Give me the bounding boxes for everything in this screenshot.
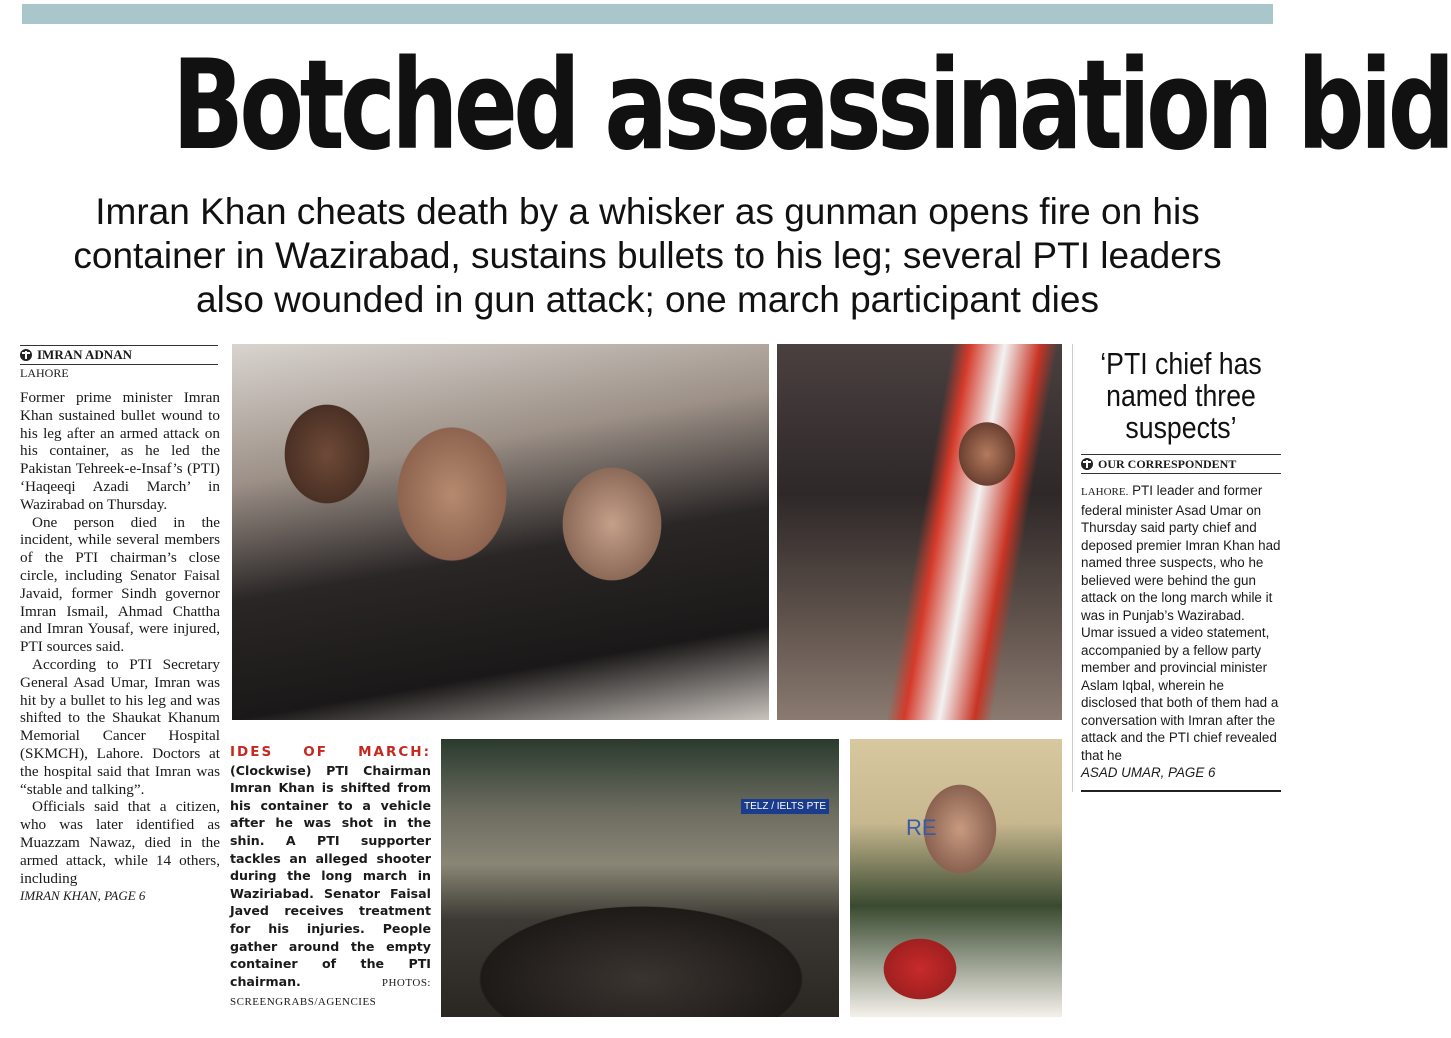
main-story-body [20, 389, 220, 905]
deck-line: container in Wazirabad, sustains bullets to his leg; several PTI leaders [73, 235, 1222, 276]
deck [22, 190, 1273, 322]
story-paragraph: Former prime minister Imran Khan sustained bullet wound to his leg after an armed attack on his container, as he led the Pakistan Tehreek-e-Insaf’s (PTI) ‘Haqeeqi Azadi March’ in Wazirabad on Thursday. [20, 389, 220, 513]
deck-line: also wounded in gun attack; one march participant dies [196, 279, 1099, 320]
photo-crowd-container [441, 739, 839, 1017]
sidebar-bottom-rule [1081, 790, 1281, 792]
dateline: LAHORE [20, 366, 69, 380]
photo-shooter-tackled [777, 344, 1062, 720]
story-paragraph: According to PTI Secretary General Asad Umar, Imran was hit by a bullet to his leg and was shifted to the Shaukat Khanum Memorial Cancer Hospital (SKMCH), Lahore. Doctors at the hospital said that Imran was “stable and talking”. [20, 655, 220, 798]
sidebar-author: OUR CORRESPONDENT [1098, 457, 1237, 471]
deck-line: Imran Khan cheats death by a whisker as gunman opens fire on his [95, 191, 1200, 232]
photo-sign-text: TELZ / IELTS PTE [741, 799, 829, 814]
photo-senator-injured [850, 739, 1062, 1017]
caption-credit: PHOTOS: SCREENGRABS/AGENCIES [230, 976, 431, 1009]
sidebar-headline: ‘PTI chief has named three suspects’ [1100, 346, 1262, 445]
story-paragraph: Officials said that a citizen, who was later identified as Muazzam Nawaz, died in the armed attack, while 14 others, including [20, 798, 220, 887]
sidebar-jump: ASAD UMAR, PAGE 6 [1081, 765, 1216, 780]
photo-banner-text: RE [906, 815, 937, 840]
top-color-bar [22, 4, 1273, 24]
paper-logo-icon [1081, 458, 1093, 470]
sidebar-dateline: LAHORE. [1081, 486, 1129, 498]
photo-imran-khan-shifted [232, 344, 769, 720]
sidebar-text: PTI leader and former federal minister Asad Umar on Thursday said party chief and deposed premier Imran Khan had named three suspects, who he believed were behind the gun attack on the long march while it was in Punjab’s Wazirabad. Umar issued a video statement, accompanied by a fellow party member and provincial minister Aslam Iqbal, wherein he disclosed that both of them had a conversation with Imran after the attack and the PTI chief revealed that he [1081, 483, 1281, 763]
photo-caption [230, 743, 431, 1012]
main-byline [20, 345, 218, 381]
caption-text: (Clockwise) PTI Chairman Imran Khan is shifted from his container to a vehicle after he was shot in the shin. A PTI supporter tackles an alleged shooter during the long march in Waziriabad. Senator Faisal Javed receives treatment for his injuries. People gather around the empty container of the PTI chairman. [230, 762, 431, 989]
story-paragraph: One person died in the incident, while several members of the PTI chairman’s close circle, including Senator Faisal Javaid, former Sindh governor Imran Ismail, Ahmad Chattha and Imran Yousaf, were injured, PTI sources said. [20, 513, 220, 656]
story-jump: IMRAN KHAN, PAGE 6 [20, 888, 146, 904]
paper-logo-icon [20, 349, 32, 361]
author-name: IMRAN ADNAN [37, 347, 132, 362]
sidebar-story [1072, 344, 1281, 792]
sidebar-body [1081, 482, 1281, 782]
caption-kicker: IDES OF MARCH: [230, 744, 431, 760]
headline: Botched assassination bid [172, 34, 1451, 178]
